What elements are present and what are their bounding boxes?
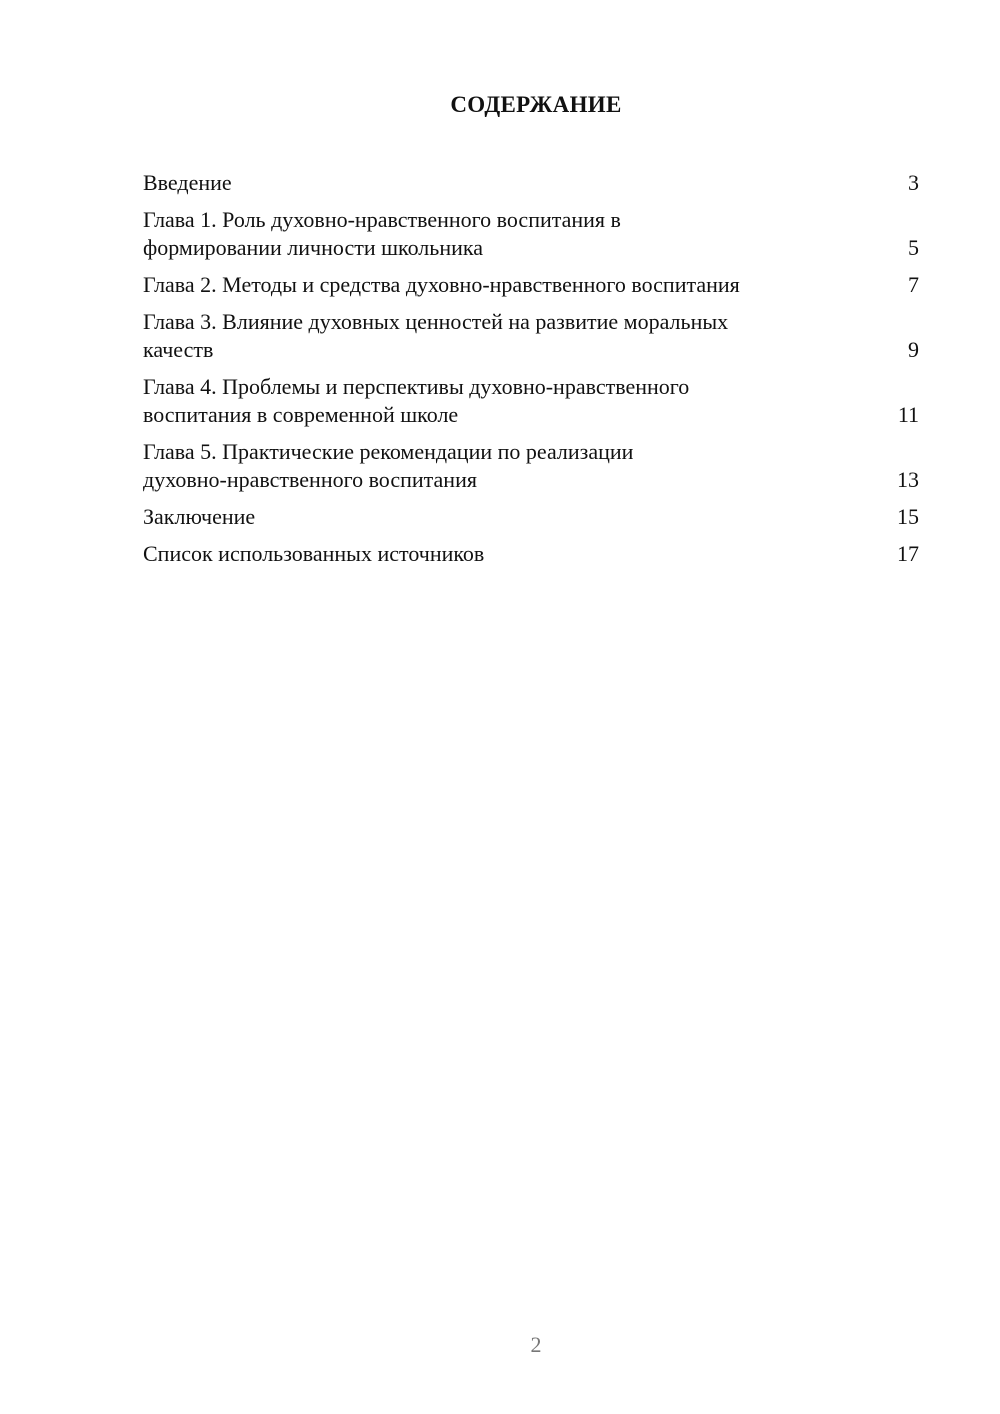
toc-entry-page: 9: [908, 337, 919, 362]
toc-entry-title: Глава 1. Роль духовно-нравственного воспитания в формировании личности школьника: [143, 207, 621, 260]
toc-entry-chapter-3[interactable]: [143, 308, 919, 364]
toc-entry-page: 11: [897, 402, 919, 427]
toc-entry-page: 13: [897, 467, 919, 492]
toc-entry-title: Глава 2. Методы и средства духовно-нравственного воспитания: [143, 272, 740, 297]
toc-entry-page: 7: [908, 272, 919, 297]
toc-entry-chapter-1[interactable]: [143, 206, 919, 262]
toc-entry-page: 17: [897, 541, 919, 566]
toc-entry-chapter-4[interactable]: [143, 373, 919, 429]
page-title: СОДЕРЖАНИЕ: [450, 92, 622, 117]
toc-entry-title: Глава 5. Практические рекомендации по реализации духовно-нравственного воспитания: [143, 439, 634, 492]
toc-entry-title: Список использованных источников: [143, 541, 485, 566]
table-of-contents: [143, 169, 919, 577]
toc-entry-page: 3: [908, 170, 919, 195]
toc-entry-page: 15: [897, 504, 919, 529]
toc-entry-chapter-5[interactable]: [143, 438, 919, 494]
page-number: 2: [530, 1332, 542, 1357]
toc-entry-title: Введение: [143, 170, 232, 195]
toc-entry-title: Глава 4. Проблемы и перспективы духовно-нравственного воспитания в современной школе: [143, 374, 690, 427]
toc-entry-conclusion[interactable]: [143, 503, 919, 531]
toc-entry-title: Глава 3. Влияние духовных ценностей на развитие моральных качеств: [143, 309, 729, 362]
toc-entry-references[interactable]: [143, 540, 919, 568]
toc-entry-page: 5: [908, 235, 919, 260]
toc-entry-chapter-2[interactable]: [143, 271, 919, 299]
toc-entry-introduction[interactable]: [143, 169, 919, 197]
toc-entry-title: Заключение: [143, 504, 256, 529]
